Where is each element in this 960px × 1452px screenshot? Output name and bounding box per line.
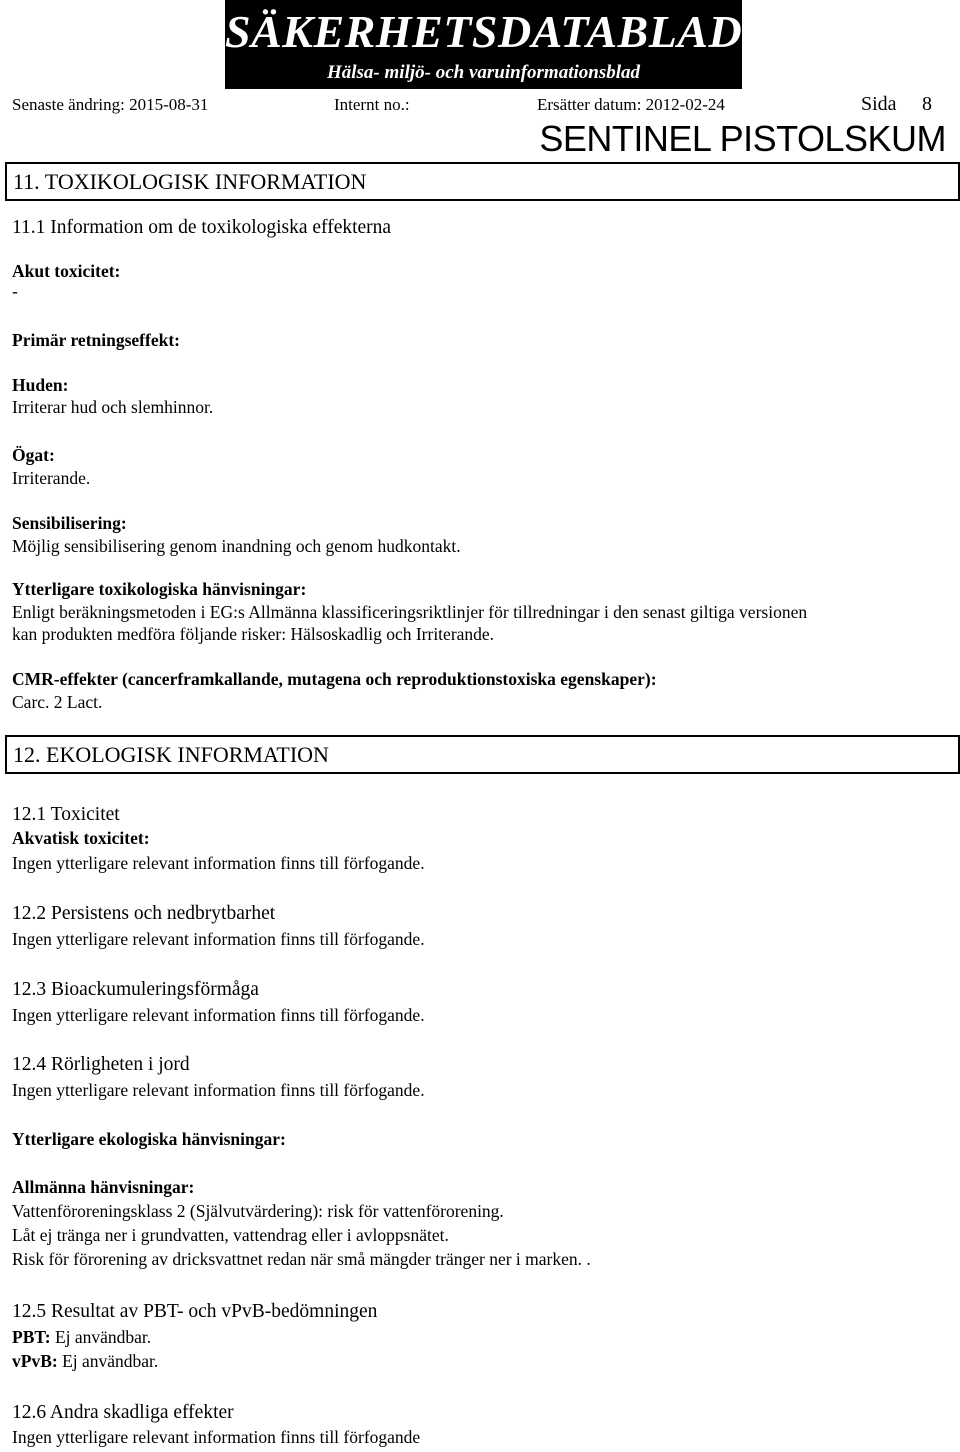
internal-number: Internt no.: [334, 95, 410, 114]
acute-toxicity-label: Akut toxicitet: [12, 261, 121, 281]
skin-value: Irriterar hud och slemhinnor. [12, 397, 214, 417]
page-label: Sida [861, 93, 897, 115]
section-12-box [5, 735, 960, 774]
aquatic-toxicity-value: Ingen ytterligare relevant information finns till förfogande. [12, 853, 425, 873]
general-notes-line-2: Låt ej tränga ner i grundvatten, vattendrag eller i avloppsnätet. [12, 1225, 449, 1245]
further-ecology-label: Ytterligare ekologiska hänvisningar: [12, 1129, 286, 1149]
section-12-1-heading: 12.1 Toxicitet [12, 804, 120, 825]
cmr-label: CMR-effekter (cancerframkallande, mutagena och reproduktionstoxiska egenskaper): [12, 669, 657, 689]
section-11-1-heading: 11.1 Information om de toxikologiska effekterna [12, 217, 392, 238]
soil-mobility-value: Ingen ytterligare relevant information finns till förfogande. [12, 1080, 425, 1100]
vpvb-row [12, 1350, 158, 1372]
section-12-4-heading: 12.4 Rörligheten i jord [12, 1054, 190, 1075]
further-toxicology-line-2: kan produkten medföra följande risker: Hälsoskadlig och Irriterande. [12, 624, 495, 644]
further-toxicology-label: Ytterligare toxikologiska hänvisningar: [12, 579, 307, 599]
bioaccumulation-value: Ingen ytterligare relevant information finns till förfogande. [12, 1005, 425, 1025]
cmr-value: Carc. 2 Lact. [12, 692, 103, 712]
other-effects-value: Ingen ytterligare relevant information finns till förfogande [12, 1427, 421, 1447]
header-banner [225, 0, 742, 89]
eye-value: Irriterande. [12, 468, 91, 488]
document-subtitle: Hälsa- miljö- och varuinformationsblad [326, 62, 640, 83]
further-toxicology-line-1: Enligt beräkningsmetoden i EG:s Allmänna klassificeringsriktlinjer för tillredningar i den senast giltiga versionen [12, 602, 808, 622]
section-12-2-heading: 12.2 Persistens och nedbrytbarhet [12, 903, 276, 924]
section-12-heading: 12. EKOLOGISK INFORMATION [13, 742, 329, 767]
sensitisation-label: Sensibilisering: [12, 513, 127, 533]
general-notes-line-1: Vattenföroreningsklass 2 (Självutvärdering): risk för vattenförorening. [12, 1201, 504, 1221]
pbt-label: PBT: [12, 1327, 51, 1347]
section-12-5-heading: 12.5 Resultat av PBT- och vPvB-bedömningen [12, 1301, 378, 1322]
aquatic-toxicity-label: Akvatisk toxicitet: [12, 828, 150, 848]
acute-toxicity-value: - [12, 281, 18, 301]
section-12-3-heading: 12.3 Bioackumuleringsförmåga [12, 979, 259, 1000]
section-11-heading: 11. TOXIKOLOGISK INFORMATION [13, 169, 367, 194]
persistence-value: Ingen ytterligare relevant information finns till förfogande. [12, 929, 425, 949]
revision-date: Senaste ändring: 2015-08-31 [12, 95, 209, 114]
skin-label: Huden: [12, 375, 69, 395]
vpvb-value: Ej användbar. [57, 1351, 159, 1371]
eye-label: Ögat: [12, 445, 55, 465]
sensitisation-value: Möjlig sensibilisering genom inandning och genom hudkontakt. [12, 536, 461, 556]
general-notes-label: Allmänna hänvisningar: [12, 1177, 195, 1197]
primary-irritation-label: Primär retningseffekt: [12, 330, 180, 350]
vpvb-label: vPvB: [12, 1351, 58, 1371]
document-title: SÄKERHETSDATABLAD [225, 6, 743, 57]
general-notes-line-3: Risk för förorening av dricksvattnet redan när små mängder tränger ner i marken. . [12, 1249, 591, 1269]
product-name: SENTINEL PISTOLSKUM [539, 118, 946, 159]
replaces-date: Ersätter datum: 2012-02-24 [537, 95, 725, 114]
pbt-value: Ej användbar. [50, 1327, 152, 1347]
section-11-box [5, 162, 960, 201]
section-12-6-heading: 12.6 Andra skadliga effekter [12, 1402, 234, 1423]
pbt-row [12, 1326, 151, 1348]
page-number: 8 [922, 93, 932, 115]
